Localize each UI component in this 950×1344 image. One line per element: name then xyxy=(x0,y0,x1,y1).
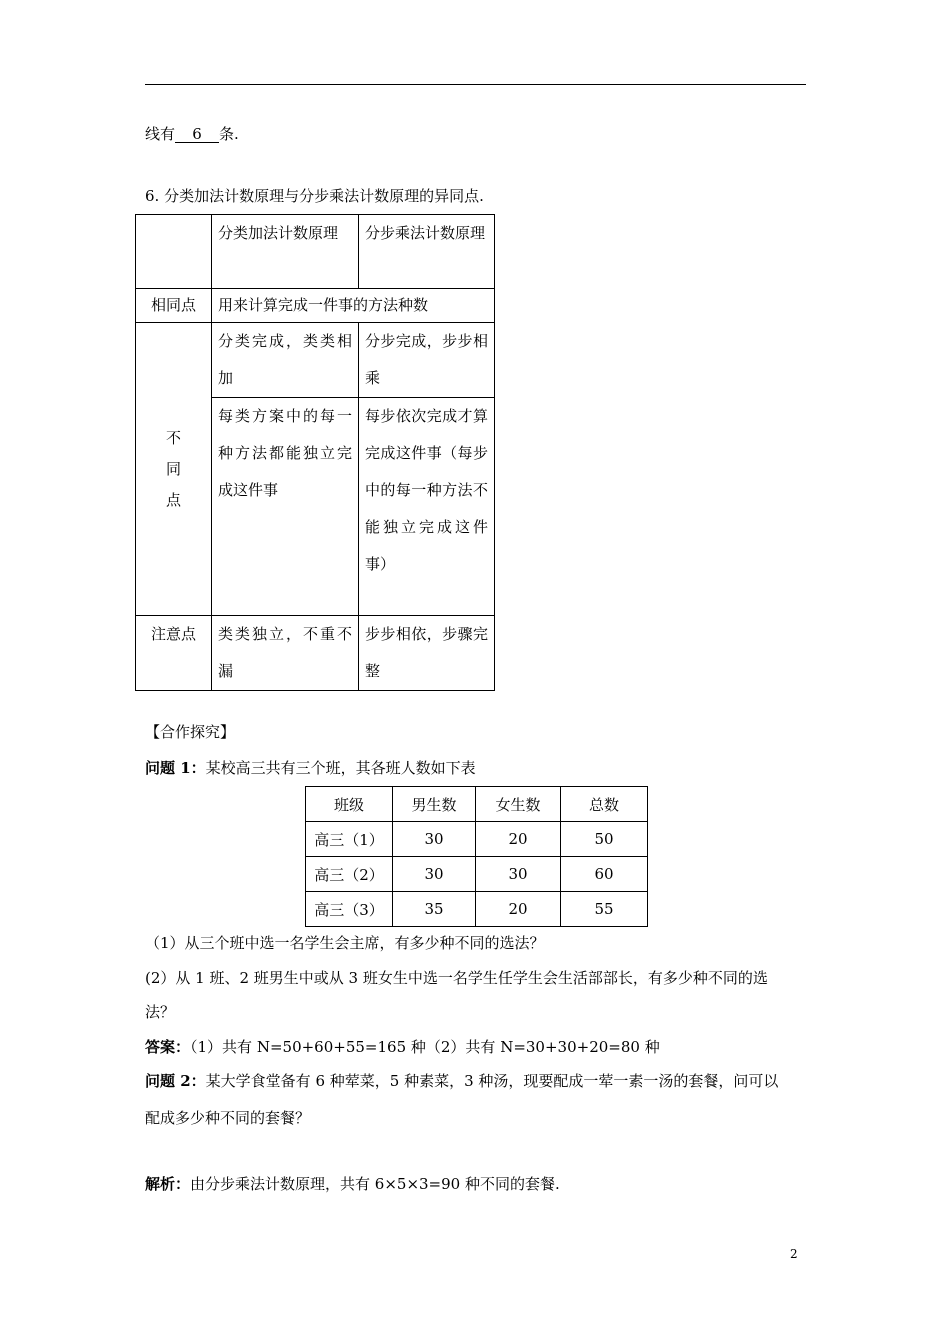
intro-line xyxy=(145,124,239,144)
question-2-line-2: 配成多少种不同的套餐？ xyxy=(145,1109,311,1127)
comparison-header-row xyxy=(136,215,495,289)
class-header-cell: 男生数 xyxy=(393,787,476,822)
diff-label xyxy=(136,323,212,616)
table-row xyxy=(306,857,648,892)
question-2-line-1 xyxy=(145,1071,778,1091)
intro-prefix: 线有 xyxy=(145,125,176,143)
section6-heading: 6. 分类加法计数原理与分步乘法计数原理的异同点. xyxy=(145,187,484,205)
class-header-cell: 班级 xyxy=(306,787,393,822)
subquestion-1: （1）从三个班中选一名学生会主席，有多少种不同的选法？ xyxy=(145,934,545,952)
comparison-header-addition: 分类加法计数原理 xyxy=(212,215,359,289)
table-cell: 30 xyxy=(393,822,476,857)
comparison-note-row xyxy=(136,616,495,691)
same-label: 相同点 xyxy=(136,289,212,323)
question-2-text: 某大学食堂备有 6 种荤菜，5 种素菜，3 种汤，现要配成一荤一素一汤的套餐，问可以 xyxy=(205,1072,779,1090)
comparison-header-multiplication: 分步乘法计数原理 xyxy=(359,215,495,289)
table-row xyxy=(306,892,648,927)
solution-label: 解析： xyxy=(145,1175,191,1193)
question-1 xyxy=(145,758,476,778)
table-cell: 35 xyxy=(393,892,476,927)
coop-heading: 【合作探究】 xyxy=(145,723,236,741)
note-addition: 类类独立，不重不漏 xyxy=(212,616,359,691)
question-1-label: 问题 1： xyxy=(145,759,206,777)
question-1-text: 某校高三共有三个班，其各班人数如下表 xyxy=(205,759,476,777)
solution-line xyxy=(145,1174,560,1194)
diff-label-char-1: 不 xyxy=(165,428,181,447)
table-cell: 高三（1） xyxy=(306,822,393,857)
diff-label-char-3: 点 xyxy=(165,490,181,509)
answer-line xyxy=(145,1037,660,1057)
note-label: 注意点 xyxy=(136,616,212,691)
table-cell: 20 xyxy=(476,822,561,857)
intro-blank: 6 xyxy=(175,126,219,143)
diff-multiplication-1: 分步完成，步步相乘 xyxy=(359,323,495,398)
comparison-corner-cell xyxy=(136,215,212,289)
answer-label: 答案： xyxy=(145,1038,191,1056)
header-rule xyxy=(145,84,806,85)
page-number: 2 xyxy=(790,1247,798,1261)
subquestion-2-line-1: (2）从 1 班、2 班男生中或从 3 班女生中选一名学生任学生会生活部部长，有多少种不同的选 xyxy=(145,969,768,987)
subquestion-2-line-2: 法？ xyxy=(145,1003,176,1021)
table-cell: 30 xyxy=(393,857,476,892)
table-cell: 50 xyxy=(561,822,648,857)
diff-multiplication-2: 每步依次完成才算完成这件事（每步中的每一种方法不能独立完成这件事） xyxy=(359,398,495,616)
comparison-diff-row-1 xyxy=(136,323,495,398)
diff-label-char-2: 同 xyxy=(165,459,181,478)
comparison-table xyxy=(135,214,495,691)
table-cell: 55 xyxy=(561,892,648,927)
diff-addition-2: 每类方案中的每一种方法都能独立完成这件事 xyxy=(212,398,359,616)
comparison-same-row xyxy=(136,289,495,323)
table-cell: 高三（3） xyxy=(306,892,393,927)
solution-text: 由分步乘法计数原理，共有 6×5×3=90 种不同的套餐. xyxy=(190,1175,560,1193)
table-cell: 高三（2） xyxy=(306,857,393,892)
answer-text: （1）共有 N=50+60+55=165 种（2）共有 N=30+30+20=80 种 xyxy=(190,1038,660,1056)
table-cell: 30 xyxy=(476,857,561,892)
class-header-cell: 女生数 xyxy=(476,787,561,822)
question-2-label: 问题 2： xyxy=(145,1072,206,1090)
table-cell: 60 xyxy=(561,857,648,892)
note-multiplication: 步步相依，步骤完整 xyxy=(359,616,495,691)
class-table xyxy=(305,786,648,927)
table-cell: 20 xyxy=(476,892,561,927)
class-header-cell: 总数 xyxy=(561,787,648,822)
class-table-header xyxy=(306,787,648,822)
diff-addition-1: 分类完成，类类相加 xyxy=(212,323,359,398)
intro-suffix: 条. xyxy=(219,125,239,143)
table-row xyxy=(306,822,648,857)
same-text: 用来计算完成一件事的方法种数 xyxy=(212,289,495,323)
